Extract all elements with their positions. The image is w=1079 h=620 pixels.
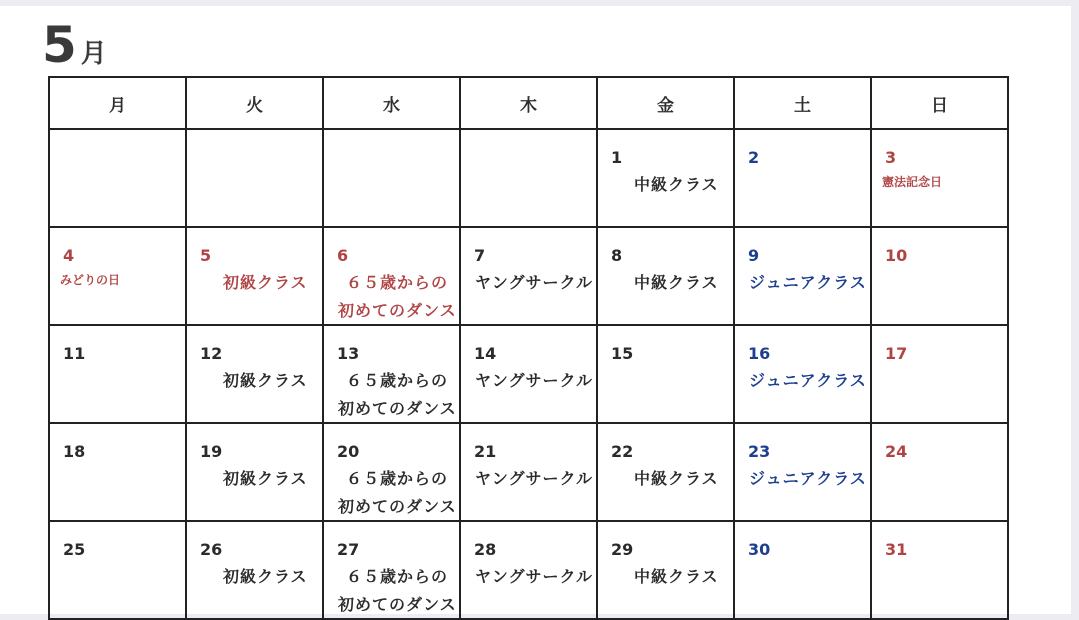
week-row bbox=[49, 129, 1008, 227]
day-number: 24 bbox=[885, 442, 908, 461]
week-row bbox=[49, 325, 1008, 423]
day-cell bbox=[734, 227, 871, 325]
day-cell bbox=[871, 521, 1008, 619]
class-event: 初級クラス bbox=[223, 273, 308, 292]
day-cell bbox=[597, 227, 734, 325]
day-number: 25 bbox=[63, 540, 86, 559]
week-row bbox=[49, 521, 1008, 619]
class-event: ジュニアクラス bbox=[749, 371, 867, 390]
class-event-line2: 初めてのダンス bbox=[338, 399, 457, 418]
day-number: 9 bbox=[748, 246, 760, 265]
weekday-mon: 月 bbox=[49, 77, 186, 129]
day-cell bbox=[871, 423, 1008, 521]
day-cell bbox=[460, 521, 597, 619]
day-number: 31 bbox=[885, 540, 908, 559]
day-number: 12 bbox=[200, 344, 223, 363]
day-number: 16 bbox=[748, 344, 771, 363]
day-number: 22 bbox=[611, 442, 634, 461]
day-number: 7 bbox=[474, 246, 486, 265]
class-event: ６５歳からの bbox=[346, 371, 449, 390]
day-number: 27 bbox=[337, 540, 360, 559]
day-number: 15 bbox=[611, 344, 634, 363]
class-event: ６５歳からの bbox=[346, 273, 449, 292]
day-cell bbox=[49, 325, 186, 423]
day-number: 6 bbox=[337, 246, 349, 265]
day-cell bbox=[49, 129, 186, 227]
class-event: ６５歳からの bbox=[346, 567, 449, 586]
day-number: 23 bbox=[748, 442, 771, 461]
day-cell bbox=[323, 325, 460, 423]
day-number: 21 bbox=[474, 442, 497, 461]
day-cell bbox=[49, 521, 186, 619]
day-cell bbox=[871, 227, 1008, 325]
day-cell bbox=[460, 227, 597, 325]
weekday-sun: 日 bbox=[871, 77, 1008, 129]
day-cell bbox=[323, 521, 460, 619]
class-event: ジュニアクラス bbox=[749, 273, 867, 292]
class-event: ヤングサークル bbox=[475, 273, 594, 292]
day-number: 19 bbox=[200, 442, 223, 461]
weekday-fri: 金 bbox=[597, 77, 734, 129]
day-number: 28 bbox=[474, 540, 497, 559]
day-cell bbox=[49, 423, 186, 521]
calendar-grid bbox=[48, 76, 1009, 620]
day-cell bbox=[597, 521, 734, 619]
weekday-wed: 水 bbox=[323, 77, 460, 129]
day-cell bbox=[186, 129, 323, 227]
day-cell bbox=[597, 423, 734, 521]
class-event: ヤングサークル bbox=[475, 469, 594, 488]
day-number: 29 bbox=[611, 540, 634, 559]
day-cell bbox=[597, 129, 734, 227]
class-event: 初級クラス bbox=[223, 567, 308, 586]
class-event: ６５歳からの bbox=[346, 469, 449, 488]
day-cell bbox=[734, 423, 871, 521]
day-cell bbox=[186, 227, 323, 325]
day-cell bbox=[323, 227, 460, 325]
day-cell bbox=[734, 325, 871, 423]
class-event: ヤングサークル bbox=[475, 567, 594, 586]
day-number: 1 bbox=[611, 148, 623, 167]
class-event: ヤングサークル bbox=[475, 371, 594, 390]
class-event: 初級クラス bbox=[223, 371, 308, 390]
class-event: 中級クラス bbox=[634, 469, 719, 488]
day-cell bbox=[460, 325, 597, 423]
class-event: 中級クラス bbox=[634, 175, 719, 194]
calendar-page bbox=[0, 6, 1071, 614]
day-number: 11 bbox=[63, 344, 86, 363]
day-cell bbox=[597, 325, 734, 423]
day-cell bbox=[186, 423, 323, 521]
day-cell bbox=[323, 129, 460, 227]
day-number: 20 bbox=[337, 442, 360, 461]
week-row bbox=[49, 227, 1008, 325]
day-cell bbox=[323, 423, 460, 521]
day-number: 13 bbox=[337, 344, 360, 363]
week-row bbox=[49, 423, 1008, 521]
day-number: 14 bbox=[474, 344, 497, 363]
day-cell bbox=[186, 521, 323, 619]
day-number: 17 bbox=[885, 344, 908, 363]
day-cell bbox=[871, 325, 1008, 423]
class-event-line2: 初めてのダンス bbox=[338, 301, 457, 320]
day-cell bbox=[734, 521, 871, 619]
month-title bbox=[42, 16, 107, 74]
weekday-sat: 土 bbox=[734, 77, 871, 129]
class-event: 中級クラス bbox=[634, 273, 719, 292]
month-number: 5 bbox=[42, 16, 77, 74]
day-number: 10 bbox=[885, 246, 908, 265]
class-event-line2: 初めてのダンス bbox=[338, 497, 457, 516]
class-event: ジュニアクラス bbox=[749, 469, 867, 488]
day-cell bbox=[49, 227, 186, 325]
day-number: 30 bbox=[748, 540, 771, 559]
day-number: 18 bbox=[63, 442, 86, 461]
day-number: 8 bbox=[611, 246, 623, 265]
holiday-label: みどりの日 bbox=[60, 273, 121, 287]
class-event: 初級クラス bbox=[223, 469, 308, 488]
month-suffix: 月 bbox=[80, 39, 107, 69]
day-number: 5 bbox=[200, 246, 212, 265]
weekday-header-row bbox=[49, 77, 1008, 129]
weekday-thu: 木 bbox=[460, 77, 597, 129]
day-cell bbox=[186, 325, 323, 423]
day-cell bbox=[460, 423, 597, 521]
day-number: 26 bbox=[200, 540, 223, 559]
day-cell bbox=[871, 129, 1008, 227]
day-number: 3 bbox=[885, 148, 897, 167]
day-number: 2 bbox=[748, 148, 760, 167]
day-cell bbox=[734, 129, 871, 227]
class-event-line2: 初めてのダンス bbox=[338, 595, 457, 614]
day-number: 4 bbox=[63, 246, 75, 265]
holiday-label: 憲法記念日 bbox=[882, 175, 943, 189]
day-cell bbox=[460, 129, 597, 227]
class-event: 中級クラス bbox=[634, 567, 719, 586]
weekday-tue: 火 bbox=[186, 77, 323, 129]
